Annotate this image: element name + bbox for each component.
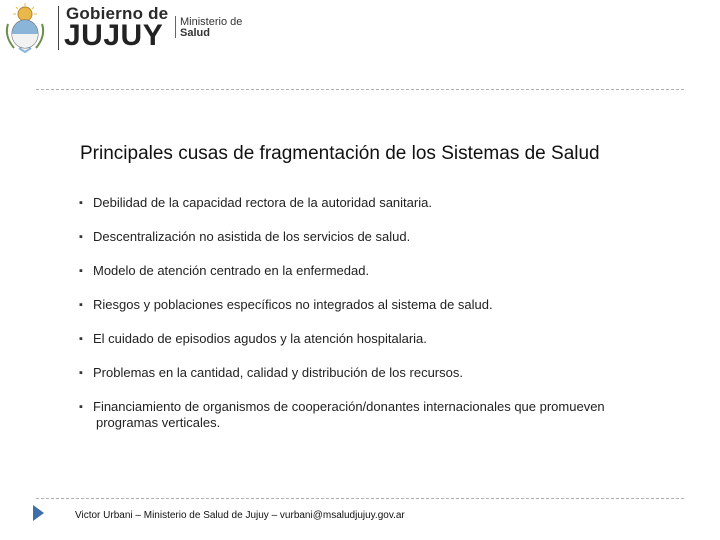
brand-line2: JUJUY bbox=[64, 19, 164, 52]
bullet-list bbox=[76, 195, 676, 431]
ministry-line1: Ministerio de bbox=[180, 16, 243, 28]
bullet-item: ▪ Financiamiento de organismos de cooperación/donantes internacionales que promueven programas verticales. bbox=[79, 399, 605, 430]
bullet-item: ▪ El cuidado de episodios agudos y la atención hospitalaria. bbox=[79, 331, 427, 346]
ministry-divider bbox=[175, 16, 176, 38]
play-arrow-icon bbox=[33, 505, 44, 521]
bullet-item: ▪ Debilidad de la capacidad rectora de la autoridad sanitaria. bbox=[79, 195, 432, 210]
coat-of-arms-icon bbox=[2, 2, 48, 54]
bullet-item: ▪ Problemas en la cantidad, calidad y distribución de los recursos. bbox=[79, 365, 463, 380]
top-divider bbox=[36, 89, 684, 90]
ministry-line2: Salud bbox=[180, 27, 210, 39]
bullet-item: ▪ Modelo de atención centrado en la enfermedad. bbox=[79, 263, 370, 278]
logo-divider bbox=[58, 6, 59, 50]
header bbox=[0, 0, 720, 60]
bullet-item: ▪ Descentralización no asistida de los servicios de salud. bbox=[79, 229, 411, 244]
bullet-item: ▪ Riesgos y poblaciones específicos no integrados al sistema de salud. bbox=[79, 297, 493, 312]
bullet-marker: ▪ bbox=[79, 333, 83, 345]
slide-title: Principales cusas de fragmentación de los Sistemas de Salud bbox=[80, 143, 600, 164]
bullet-marker: ▪ bbox=[79, 299, 83, 311]
bullet-marker: ▪ bbox=[79, 265, 83, 277]
brand-line1: Gobierno de bbox=[66, 4, 169, 23]
bottom-divider bbox=[36, 498, 684, 499]
bullet-marker: ▪ bbox=[79, 367, 83, 379]
bullet-marker: ▪ bbox=[79, 197, 83, 209]
footer-text: Victor Urbani – Ministerio de Salud de Jujuy – vurbani@msaludjujuy.gov.ar bbox=[75, 510, 405, 521]
bullet-marker: ▪ bbox=[79, 401, 83, 413]
bullet-marker: ▪ bbox=[79, 231, 83, 243]
